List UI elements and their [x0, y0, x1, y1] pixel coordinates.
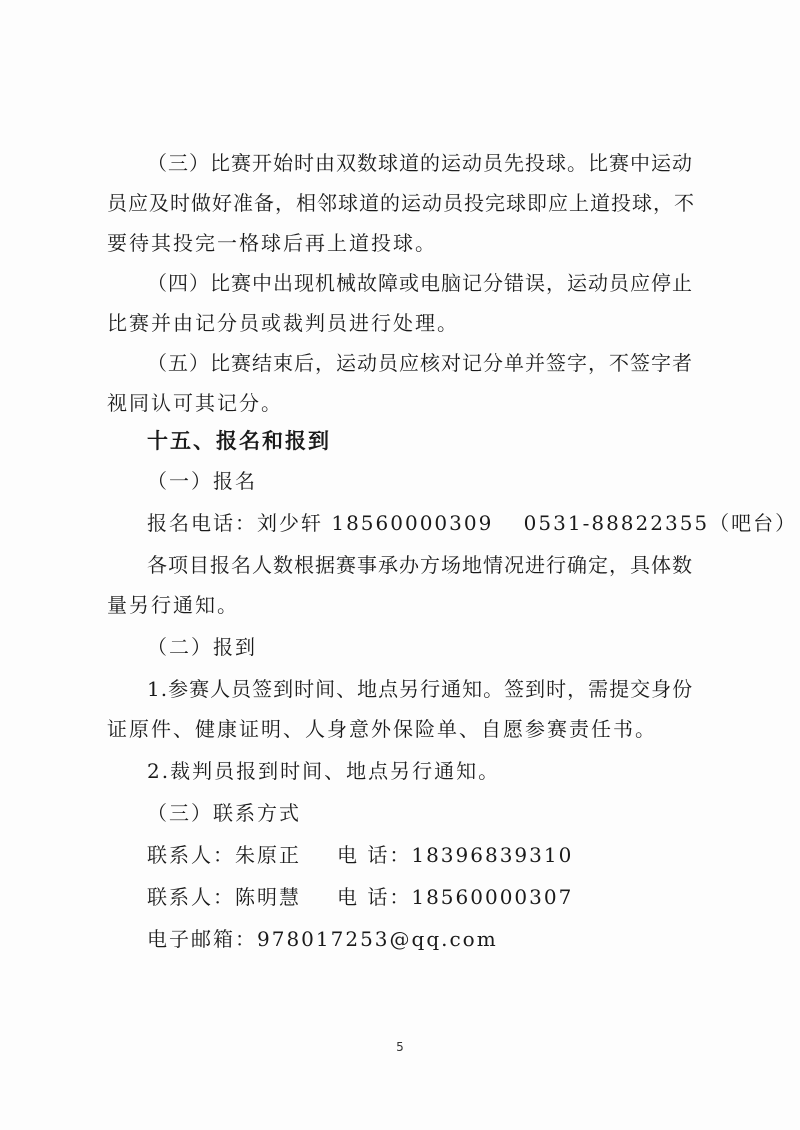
paragraph-4-line-1: （四）比赛中出现机械故障或电脑记分错误，运动员应停止: [147, 271, 693, 295]
section-15-heading: 十五、报名和报到: [147, 429, 331, 453]
check-in-item-2: 2.裁判员报到时间、地点另行通知。: [147, 759, 501, 783]
contact-1-name: 联系人：朱原正: [147, 843, 301, 867]
contact-2-phone: 电 话：18560000307: [337, 885, 574, 909]
paragraph-4-line-2: 比赛并由记分员或裁判员进行处理。: [107, 311, 459, 335]
contact-row-2: [147, 884, 573, 910]
check-in-item-1-line-1: 1.参赛人员签到时间、地点另行通知。签到时，需提交身份: [147, 677, 694, 701]
registration-phone: 报名电话：刘少轩 18560000309 0531-88822355（吧台）: [147, 511, 798, 535]
paragraph-3-line-3: 要待其投完一格球后再上道投球。: [107, 231, 437, 255]
paragraph-5-line-1: （五）比赛结束后，运动员应核对记分单并签字，不签字者: [147, 351, 693, 375]
contact-email: 电子邮箱：978017253@qq.com: [147, 927, 498, 951]
contact-row-1: [147, 842, 573, 868]
page-number: 5: [396, 1040, 404, 1054]
paragraph-3-line-1: （三）比赛开始时由双数球道的运动员先投球。比赛中运动: [147, 151, 693, 175]
check-in-item-1-line-2: 证原件、健康证明、人身意外保险单、自愿参赛责任书。: [107, 717, 657, 741]
paragraph-3-line-2: 员应及时做好准备，相邻球道的运动员投完球即应上道投球，不: [107, 191, 695, 215]
contact-subtitle: （三）联系方式: [147, 801, 301, 825]
contact-1-phone: 电 话：18396839310: [337, 843, 574, 867]
check-in-subtitle: （二）报到: [147, 635, 257, 659]
registration-subtitle: （一）报名: [147, 469, 257, 493]
paragraph-5-line-2: 视同认可其记分。: [107, 391, 283, 415]
quota-line-2: 量另行通知。: [107, 593, 239, 617]
quota-line-1: 各项目报名人数根据赛事承办方场地情况进行确定，具体数: [147, 553, 693, 577]
contact-2-name: 联系人：陈明慧: [147, 885, 301, 909]
